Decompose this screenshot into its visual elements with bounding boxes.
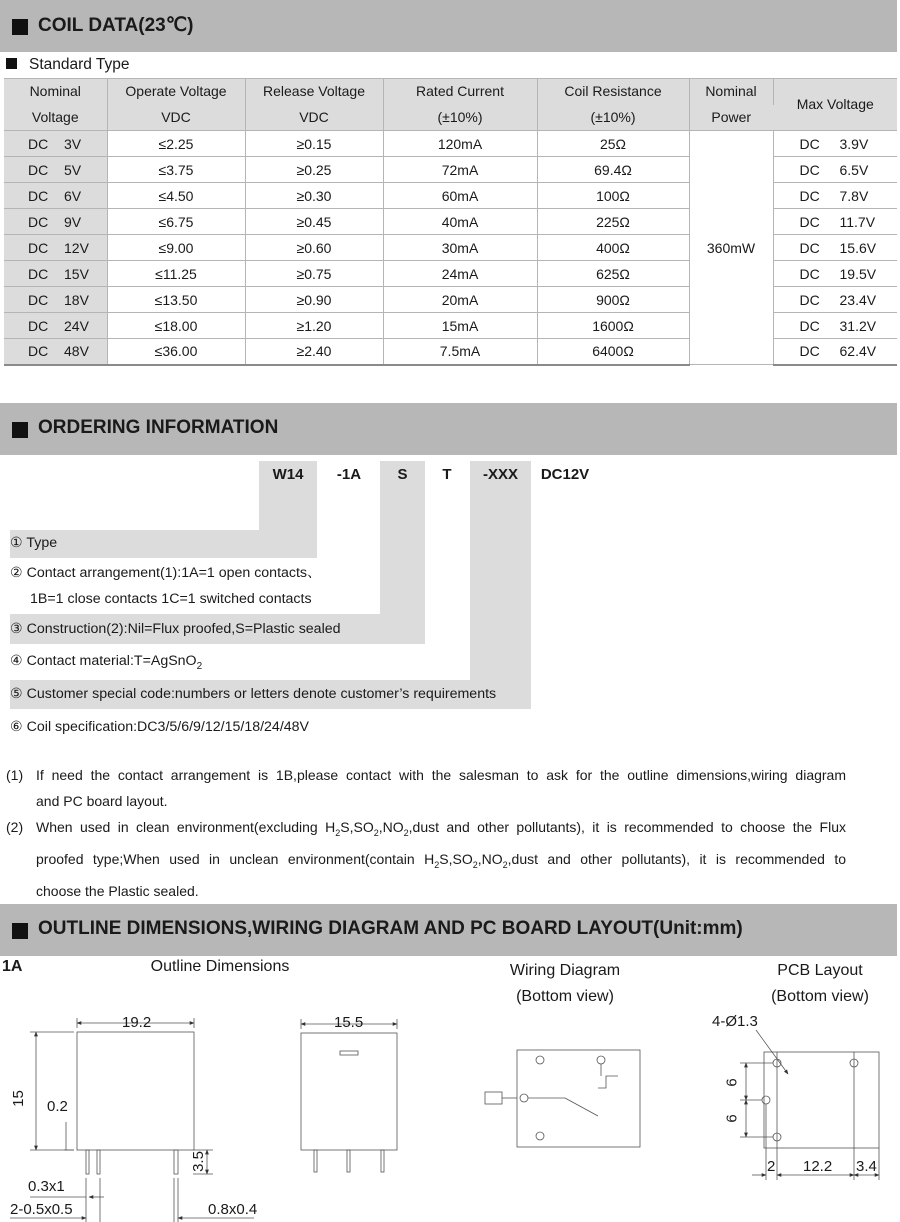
- release-voltage-cell: ≥0.90: [245, 287, 383, 313]
- operate-voltage-cell: ≤4.50: [107, 183, 245, 209]
- rated-current-cell: 7.5mA: [383, 339, 537, 365]
- material-text: ④ Contact material:T=AgSnO: [10, 653, 197, 669]
- rated-current-cell: 72mA: [383, 157, 537, 183]
- rated-current-cell: 20mA: [383, 287, 537, 313]
- release-voltage-cell: ≥2.40: [245, 339, 383, 365]
- note-text: proofed type;When used in unclean environment(contain $H_2S,SO_2,NO_2,dust$ and other pollutants), it is recommended to: [36, 850, 847, 870]
- max-voltage-cell: DC 15.6V: [773, 235, 897, 261]
- coil-resistance-cell: 1600Ω: [537, 313, 689, 339]
- dim-pcb-h2: 12.2: [803, 1158, 833, 1175]
- coil-resistance-cell: 225Ω: [537, 209, 689, 235]
- dim-pcb-v1: 6: [723, 1078, 741, 1087]
- operate-voltage-cell: ≤9.00: [107, 235, 245, 261]
- dim-pin2: 2-0.5x0.5: [10, 1201, 73, 1218]
- release-voltage-cell: ≥0.45: [245, 209, 383, 235]
- nominal-voltage-cell: DC 15V: [4, 261, 107, 287]
- release-voltage-cell: ≥0.30: [245, 183, 383, 209]
- col-header: (±10%): [383, 105, 537, 131]
- max-voltage-cell: DC 3.9V: [773, 131, 897, 157]
- rated-current-cell: 24mA: [383, 261, 537, 287]
- nominal-voltage-cell: DC 6V: [4, 183, 107, 209]
- operate-voltage-cell: ≤2.25: [107, 131, 245, 157]
- col-header: Voltage: [4, 105, 107, 131]
- release-voltage-cell: ≥0.15: [245, 131, 383, 157]
- operate-voltage-cell: ≤18.00: [107, 313, 245, 339]
- pin: [174, 1150, 178, 1174]
- order-item-arrangement: ② Contact arrangement(1):1A=1 open contacts、: [10, 565, 322, 581]
- max-voltage-cell: DC 6.5V: [773, 157, 897, 183]
- dim-pin-length: 3.5: [189, 1151, 207, 1172]
- note-number: (2): [6, 819, 24, 835]
- max-voltage-cell: DC 7.8V: [773, 183, 897, 209]
- outline-heading: Outline Dimensions: [150, 958, 290, 975]
- max-voltage-cell: DC 23.4V: [773, 287, 897, 313]
- coil-resistance-cell: 100Ω: [537, 183, 689, 209]
- order-item-construction: ③ Construction(2):Nil=Flux proofed,S=Plastic sealed: [10, 621, 341, 637]
- order-item-coil: ⑥ Coil specification:DC3/5/6/9/12/15/18/24/48V: [10, 719, 310, 735]
- code-arrangement: -1A: [336, 466, 362, 483]
- section-title: COIL DATA(23℃): [38, 15, 194, 36]
- release-voltage-cell: ≥0.75: [245, 261, 383, 287]
- dim-gap: 0.2: [47, 1098, 68, 1115]
- nominal-voltage-cell: DC 24V: [4, 313, 107, 339]
- max-voltage-cell: DC 11.7V: [773, 209, 897, 235]
- subtitle-text: Standard Type: [29, 56, 130, 73]
- release-voltage-cell: ≥1.20: [245, 313, 383, 339]
- nominal-voltage-cell: DC 3V: [4, 131, 107, 157]
- dim-pin3: 0.8x0.4: [208, 1201, 258, 1218]
- nominal-voltage-cell: DC 12V: [4, 235, 107, 261]
- col-header: (±10%): [537, 105, 689, 131]
- col-header: Nominal: [689, 79, 773, 105]
- order-item-special: ⑤ Customer special code:numbers or letters denote customer’s requirements: [10, 686, 497, 702]
- col-header: Nominal: [4, 79, 107, 105]
- relay-front-body: [77, 1032, 194, 1150]
- note-text: choose the Plastic sealed.: [36, 882, 199, 899]
- nominal-voltage-cell: DC 18V: [4, 287, 107, 313]
- rated-current-cell: 30mA: [383, 235, 537, 261]
- dim-pcb-h1: 2: [767, 1158, 776, 1175]
- dim-hole: 4-Ø1.3: [712, 1013, 758, 1030]
- code-special: -XXX: [482, 466, 518, 483]
- dim-width: 19.2: [122, 1014, 152, 1031]
- coil-resistance-cell: 69.4Ω: [537, 157, 689, 183]
- dim-pcb-v2: 6: [723, 1114, 741, 1123]
- order-item-type: ① Type: [10, 535, 58, 551]
- code-material: T: [442, 466, 452, 483]
- pin: [314, 1150, 317, 1172]
- release-voltage-cell: ≥0.25: [245, 157, 383, 183]
- operate-voltage-cell: ≤11.25: [107, 261, 245, 287]
- note-text: If need the contact arrangement is 1B,please contact with the salesman to ask for the outline dimensions,wiring diagram: [36, 767, 846, 783]
- col-header: Coil Resistance: [537, 79, 689, 105]
- col-header: VDC: [245, 105, 383, 131]
- pcb-body: [764, 1052, 879, 1148]
- max-voltage-cell: DC 31.2V: [773, 313, 897, 339]
- rated-current-cell: 40mA: [383, 209, 537, 235]
- section-title: ORDERING INFORMATION: [38, 417, 279, 438]
- col-header: VDC: [107, 105, 245, 131]
- max-voltage-cell: DC 62.4V: [773, 339, 897, 365]
- dim-height: 15: [9, 1090, 27, 1107]
- dim-pcb-h3: 3.4: [856, 1158, 877, 1175]
- code-construction: S: [397, 466, 408, 483]
- pcb-heading: PCB Layout (Bottom view): [771, 962, 869, 1005]
- dim-depth: 15.5: [334, 1014, 364, 1031]
- coil-resistance-cell: 6400Ω: [537, 339, 689, 365]
- wiring-body: [517, 1050, 640, 1147]
- relay-side-body: [301, 1033, 397, 1150]
- coil-resistance-cell: 25Ω: [537, 131, 689, 157]
- nominal-voltage-cell: DC 9V: [4, 209, 107, 235]
- code-series: W14: [272, 466, 304, 483]
- operate-voltage-cell: ≤13.50: [107, 287, 245, 313]
- wiring-heading: Wiring Diagram (Bottom view): [509, 962, 621, 1005]
- col-header: Max Voltage: [773, 79, 897, 131]
- nominal-power-cell: 360mW: [689, 131, 773, 365]
- max-voltage-cell: DC 19.5V: [773, 261, 897, 287]
- dim-pin1: 0.3x1: [28, 1178, 65, 1195]
- pin: [97, 1150, 100, 1174]
- operate-voltage-cell: ≤3.75: [107, 157, 245, 183]
- note-number: (1): [6, 767, 24, 783]
- material-subscript: 2: [196, 660, 203, 672]
- operate-voltage-cell: ≤6.75: [107, 209, 245, 235]
- nominal-voltage-cell: DC 5V: [4, 157, 107, 183]
- release-voltage-cell: ≥0.60: [245, 235, 383, 261]
- col-header: Operate Voltage: [107, 79, 245, 105]
- note-text: and PC board layout.: [36, 793, 168, 809]
- col-header: Power: [689, 105, 773, 131]
- rated-current-cell: 60mA: [383, 183, 537, 209]
- rated-current-cell: 120mA: [383, 131, 537, 157]
- note-text: When used in clean environment(excluding $H_2S,SO_2,NO_2,dust$ and other pollutants), it is recommended to choose the Flux: [36, 819, 846, 838]
- code-coil: DC12V: [540, 466, 590, 483]
- rated-current-cell: 15mA: [383, 313, 537, 339]
- col-header: Rated Current: [383, 79, 537, 105]
- coil-resistance-cell: 400Ω: [537, 235, 689, 261]
- pin: [86, 1150, 89, 1174]
- coil-resistance-cell: 625Ω: [537, 261, 689, 287]
- section-title: OUTLINE DIMENSIONS,WIRING DIAGRAM AND PC BOARD LAYOUT(Unit:mm): [38, 918, 743, 939]
- pin: [347, 1150, 350, 1172]
- operate-voltage-cell: ≤36.00: [107, 339, 245, 365]
- col-header: Release Voltage: [245, 79, 383, 105]
- coil-resistance-cell: 900Ω: [537, 287, 689, 313]
- pin: [381, 1150, 384, 1172]
- variant-label: 1A: [2, 958, 23, 975]
- order-item-arrangement-cont: 1B=1 close contacts 1C=1 switched contacts: [30, 591, 312, 607]
- nominal-voltage-cell: DC 48V: [4, 339, 107, 365]
